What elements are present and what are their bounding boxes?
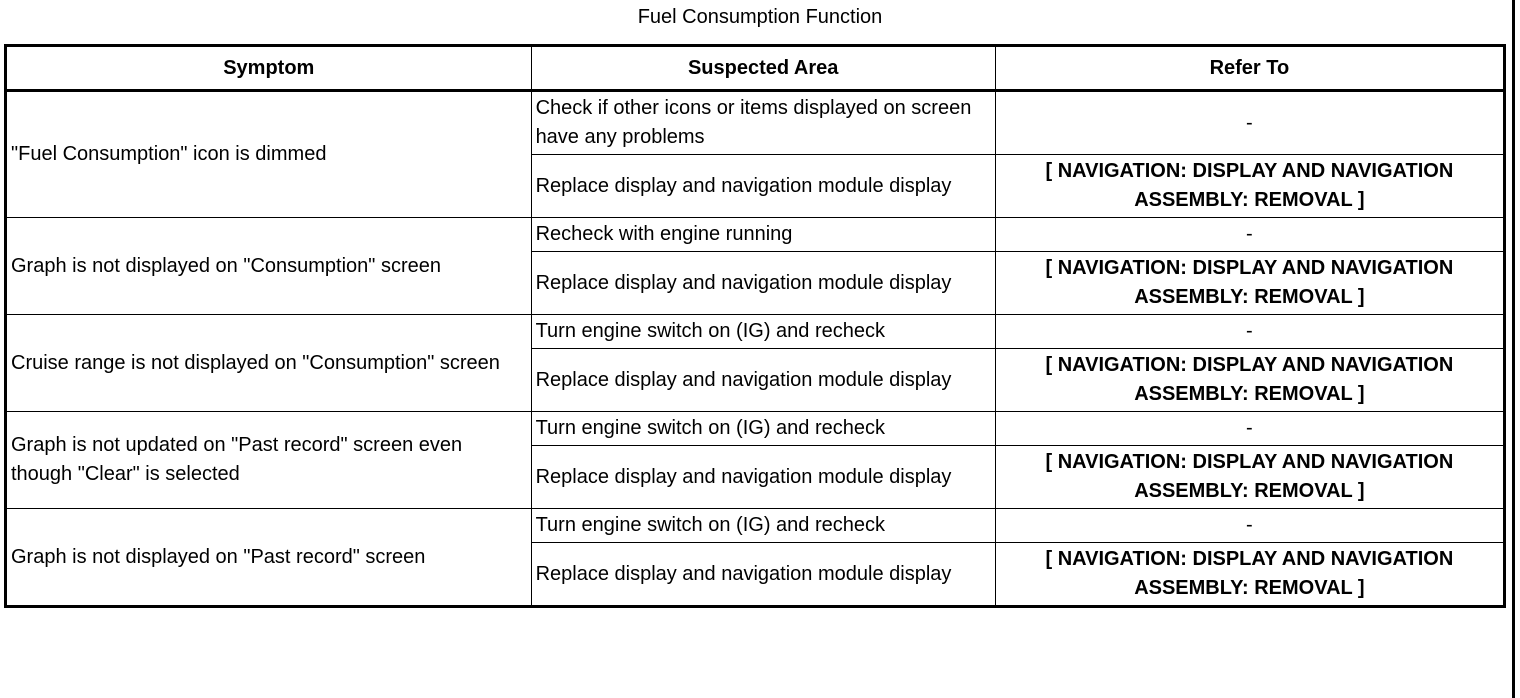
suspected-area-cell: Replace display and navigation module display xyxy=(531,543,995,607)
header-row xyxy=(6,46,1505,91)
right-margin-rule xyxy=(1512,0,1515,698)
header-refer-to: Refer To xyxy=(995,46,1504,91)
refer-to-link[interactable]: [ NAVIGATION: DISPLAY AND NAVIGATION ASSEMBLY: REMOVAL ] xyxy=(995,155,1504,218)
refer-to-link[interactable]: [ NAVIGATION: DISPLAY AND NAVIGATION ASSEMBLY: REMOVAL ] xyxy=(995,543,1504,607)
symptom-cell: Graph is not displayed on "Past record" screen xyxy=(6,509,532,607)
refer-to-link[interactable]: [ NAVIGATION: DISPLAY AND NAVIGATION ASSEMBLY: REMOVAL ] xyxy=(995,252,1504,315)
suspected-area-cell: Replace display and navigation module display xyxy=(531,155,995,218)
refer-to-cell: - xyxy=(995,509,1504,543)
refer-to-link[interactable]: [ NAVIGATION: DISPLAY AND NAVIGATION ASSEMBLY: REMOVAL ] xyxy=(995,446,1504,509)
suspected-area-cell: Recheck with engine running xyxy=(531,218,995,252)
symptom-cell: "Fuel Consumption" icon is dimmed xyxy=(6,91,532,218)
refer-to-cell: - xyxy=(995,218,1504,252)
refer-to-cell: - xyxy=(995,412,1504,446)
suspected-area-cell: Replace display and navigation module display xyxy=(531,349,995,412)
suspected-area-cell: Replace display and navigation module display xyxy=(531,446,995,509)
symptom-cell: Graph is not updated on "Past record" screen even though "Clear" is selected xyxy=(6,412,532,509)
refer-to-cell: - xyxy=(995,91,1504,155)
suspected-area-cell: Check if other icons or items displayed on screen have any problems xyxy=(531,91,995,155)
table-row xyxy=(6,91,1505,155)
table-header xyxy=(6,46,1505,91)
refer-to-cell: - xyxy=(995,315,1504,349)
table-row xyxy=(6,509,1505,543)
table-body xyxy=(6,91,1505,607)
table-row xyxy=(6,412,1505,446)
page-title: Fuel Consumption Function xyxy=(637,6,883,28)
suspected-area-cell: Turn engine switch on (IG) and recheck xyxy=(531,412,995,446)
header-symptom: Symptom xyxy=(6,46,532,91)
symptom-cell: Cruise range is not displayed on "Consumption" screen xyxy=(6,315,532,412)
suspected-area-cell: Turn engine switch on (IG) and recheck xyxy=(531,509,995,543)
suspected-area-cell: Replace display and navigation module display xyxy=(531,252,995,315)
suspected-area-cell: Turn engine switch on (IG) and recheck xyxy=(531,315,995,349)
header-suspected-area: Suspected Area xyxy=(531,46,995,91)
table-row xyxy=(6,218,1505,252)
symptom-cell: Graph is not displayed on "Consumption" screen xyxy=(6,218,532,315)
table-row xyxy=(6,315,1505,349)
refer-to-link[interactable]: [ NAVIGATION: DISPLAY AND NAVIGATION ASSEMBLY: REMOVAL ] xyxy=(995,349,1504,412)
symptom-table xyxy=(4,44,1506,608)
